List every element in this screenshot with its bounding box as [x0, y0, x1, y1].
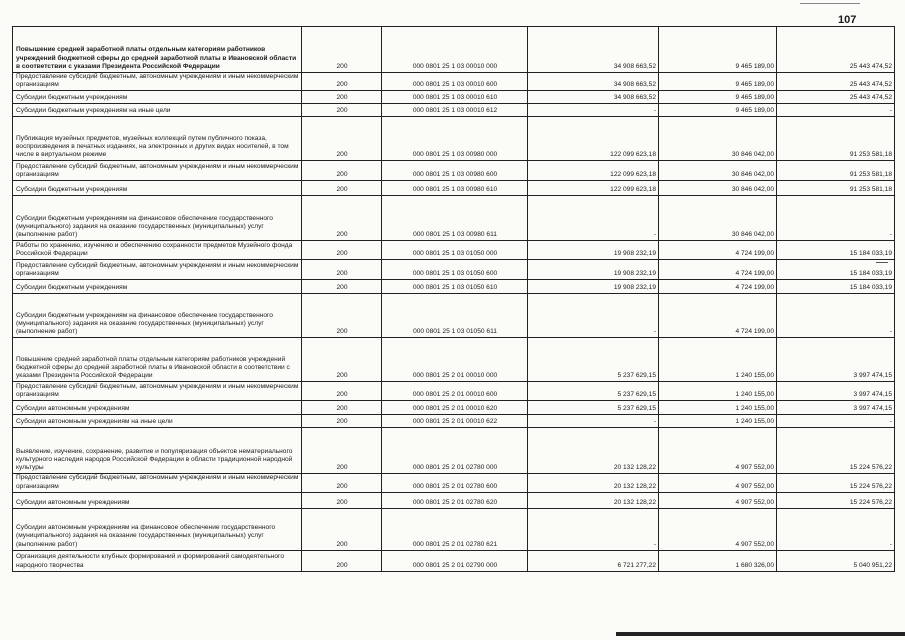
- row-executed-amount-cell: 1 240 155,00: [659, 401, 777, 415]
- row-target-code-cell: 000 0801 25 1 03 01050 610: [382, 280, 528, 294]
- row-approved-amount-cell: 34 908 663,52: [528, 73, 659, 91]
- table-row: [13, 27, 895, 73]
- table-row: [13, 241, 895, 260]
- row-code-cell: 200: [302, 181, 382, 196]
- row-name-cell: Субсидии бюджетным учреждениям: [13, 280, 302, 294]
- row-remainder-amount-cell: 25 443 474,52: [777, 91, 895, 104]
- row-name-cell: Работы по хранению, изучению и обеспечению сохранности предметов Музейного фонда Российской Федерации: [13, 241, 302, 260]
- row-executed-amount-cell: 4 907 552,00: [659, 508, 777, 550]
- row-name-cell: Предоставление субсидий бюджетным, автономным учреждениям и иным некоммерческим организациям: [13, 474, 302, 492]
- row-target-code-cell: 000 0801 25 2 01 02780 600: [382, 474, 528, 492]
- row-code-cell: 200: [302, 382, 382, 401]
- row-name-cell: Субсидии бюджетным учреждениям на финансовое обеспечение государственного (муниципального) задания на оказание государственных (муниципальных) услуг (выполнение работ): [13, 294, 302, 338]
- row-executed-amount-cell: 4 724 199,00: [659, 260, 777, 280]
- row-executed-amount-cell: 4 724 199,00: [659, 280, 777, 294]
- row-name-cell: Субсидии бюджетным учреждениям на иные цели: [13, 104, 302, 117]
- row-approved-amount-cell: -: [528, 508, 659, 550]
- table-row: [13, 428, 895, 474]
- row-target-code-cell: 000 0801 25 1 03 00980 611: [382, 196, 528, 241]
- row-target-code-cell: 000 0801 25 2 01 00010 622: [382, 415, 528, 428]
- row-remainder-amount-cell: 15 224 576,22: [777, 428, 895, 474]
- row-executed-amount-cell: 1 240 155,00: [659, 382, 777, 401]
- budget-table-body: [13, 27, 895, 572]
- row-name-cell: Предоставление субсидий бюджетным, автономным учреждениям и иным некоммерческим организациям: [13, 382, 302, 401]
- row-code-cell: 200: [302, 91, 382, 104]
- row-approved-amount-cell: 19 908 232,19: [528, 260, 659, 280]
- table-row: [13, 161, 895, 181]
- row-name-cell: Организация деятельности клубных формирований и формирований самодеятельного народного творчества: [13, 550, 302, 571]
- row-code-cell: 200: [302, 196, 382, 241]
- row-code-cell: 200: [302, 161, 382, 181]
- row-name-cell: Предоставление субсидий бюджетным, автономным учреждениям и иным некоммерческим организациям: [13, 260, 302, 280]
- table-row: [13, 492, 895, 508]
- row-approved-amount-cell: 20 132 128,22: [528, 492, 659, 508]
- table-row: [13, 91, 895, 104]
- row-remainder-amount-cell: 5 040 951,22: [777, 550, 895, 571]
- row-remainder-amount-cell: 15 184 033,19: [777, 241, 895, 260]
- table-row: [13, 415, 895, 428]
- row-approved-amount-cell: -: [528, 294, 659, 338]
- row-code-cell: 200: [302, 260, 382, 280]
- row-code-cell: 200: [302, 27, 382, 73]
- row-approved-amount-cell: 34 908 663,52: [528, 91, 659, 104]
- row-code-cell: 200: [302, 508, 382, 550]
- row-remainder-amount-cell: 15 184 033,19: [777, 280, 895, 294]
- row-remainder-amount-cell: 25 443 474,52: [777, 27, 895, 73]
- row-remainder-amount-cell: 3 997 474,15: [777, 382, 895, 401]
- row-target-code-cell: 000 0801 25 1 03 00980 610: [382, 181, 528, 196]
- table-row: [13, 401, 895, 415]
- row-target-code-cell: 000 0801 25 2 01 02780 621: [382, 508, 528, 550]
- row-code-cell: 200: [302, 550, 382, 571]
- row-approved-amount-cell: 122 099 623,18: [528, 161, 659, 181]
- row-executed-amount-cell: 4 724 199,00: [659, 241, 777, 260]
- row-remainder-amount-cell: 15 224 576,22: [777, 492, 895, 508]
- row-approved-amount-cell: 122 099 623,18: [528, 117, 659, 161]
- row-approved-amount-cell: 5 237 629,15: [528, 401, 659, 415]
- row-target-code-cell: 000 0801 25 2 01 02780 620: [382, 492, 528, 508]
- row-approved-amount-cell: 6 721 277,22: [528, 550, 659, 571]
- row-code-cell: 200: [302, 474, 382, 492]
- page-number: 107: [838, 14, 857, 26]
- row-remainder-amount-cell: -: [777, 415, 895, 428]
- row-remainder-amount-cell: -: [777, 508, 895, 550]
- row-name-cell: Выявление, изучение, сохранение, развитие и популяризация объектов нематериального культурного наследия народов Российской Федерации в области традиционной народной культуры: [13, 428, 302, 474]
- row-executed-amount-cell: 4 907 552,00: [659, 428, 777, 474]
- row-approved-amount-cell: 34 908 663,52: [528, 27, 659, 73]
- row-executed-amount-cell: 4 724 199,00: [659, 294, 777, 338]
- row-name-cell: Субсидии автономным учреждениям на финансовое обеспечение государственного (муниципального) задания на оказание государственных (муниципальных) услуг (выполнение работ): [13, 508, 302, 550]
- row-name-cell: Повышение средней заработной платы отдельным категориям работников учреждений бюджетной сферы до средней заработной платы в Ивановской области в соответствии с указами Президента Российской Федерации: [13, 27, 302, 73]
- row-approved-amount-cell: 5 237 629,15: [528, 382, 659, 401]
- row-executed-amount-cell: 9 465 189,00: [659, 104, 777, 117]
- row-executed-amount-cell: 30 846 042,00: [659, 196, 777, 241]
- row-target-code-cell: 000 0801 25 1 03 01050 611: [382, 294, 528, 338]
- row-remainder-amount-cell: 91 253 581,18: [777, 117, 895, 161]
- row-target-code-cell: 000 0801 25 1 03 00010 000: [382, 27, 528, 73]
- scan-mark-right: [876, 262, 888, 263]
- row-name-cell: Публикация музейных предметов, музейных коллекций путем публичного показа, воспроизведения в печатных изданиях, на электронных и других видах носителей, в том числе в виртуальном режиме: [13, 117, 302, 161]
- row-code-cell: 200: [302, 428, 382, 474]
- row-approved-amount-cell: 19 908 232,19: [528, 280, 659, 294]
- table-row: [13, 474, 895, 492]
- row-remainder-amount-cell: 15 184 033,19: [777, 260, 895, 280]
- row-name-cell: Предоставление субсидий бюджетным, автономным учреждениям и иным некоммерческим организациям: [13, 73, 302, 91]
- row-target-code-cell: 000 0801 25 2 01 02790 000: [382, 550, 528, 571]
- row-approved-amount-cell: 122 099 623,18: [528, 181, 659, 196]
- table-row: [13, 338, 895, 382]
- row-target-code-cell: 000 0801 25 1 03 00980 600: [382, 161, 528, 181]
- row-code-cell: 200: [302, 280, 382, 294]
- row-name-cell: Субсидии бюджетным учреждениям: [13, 181, 302, 196]
- table-row: [13, 196, 895, 241]
- row-target-code-cell: 000 0801 25 1 03 00980 000: [382, 117, 528, 161]
- row-target-code-cell: 000 0801 25 1 03 01050 000: [382, 241, 528, 260]
- row-code-cell: 200: [302, 338, 382, 382]
- row-name-cell: Повышение средней заработной платы отдельным категориям работников учреждений бюджетной сферы до средней заработной платы в Ивановской области в соответствии с указами Президента Российской Федерации: [13, 338, 302, 382]
- row-name-cell: Предоставление субсидий бюджетным, автономным учреждениям и иным некоммерческим организациям: [13, 161, 302, 181]
- row-target-code-cell: 000 0801 25 2 01 00010 000: [382, 338, 528, 382]
- row-code-cell: 200: [302, 104, 382, 117]
- row-approved-amount-cell: -: [528, 196, 659, 241]
- row-target-code-cell: 000 0801 25 1 03 00010 610: [382, 91, 528, 104]
- row-executed-amount-cell: 9 465 189,00: [659, 73, 777, 91]
- row-remainder-amount-cell: -: [777, 196, 895, 241]
- row-target-code-cell: 000 0801 25 2 01 00010 620: [382, 401, 528, 415]
- row-remainder-amount-cell: 15 224 576,22: [777, 474, 895, 492]
- row-remainder-amount-cell: -: [777, 104, 895, 117]
- row-name-cell: Субсидии бюджетным учреждениям: [13, 91, 302, 104]
- budget-table: [12, 26, 895, 572]
- row-name-cell: Субсидии автономным учреждениям: [13, 401, 302, 415]
- scan-line-bottom: [616, 632, 905, 636]
- table-row: [13, 260, 895, 280]
- row-approved-amount-cell: 20 132 128,22: [528, 428, 659, 474]
- row-remainder-amount-cell: 3 997 474,15: [777, 338, 895, 382]
- row-code-cell: 200: [302, 401, 382, 415]
- row-code-cell: 200: [302, 415, 382, 428]
- row-remainder-amount-cell: 3 997 474,15: [777, 401, 895, 415]
- row-target-code-cell: 000 0801 25 1 03 01050 600: [382, 260, 528, 280]
- row-executed-amount-cell: 30 846 042,00: [659, 117, 777, 161]
- row-approved-amount-cell: 5 237 629,15: [528, 338, 659, 382]
- table-row: [13, 382, 895, 401]
- row-code-cell: 200: [302, 241, 382, 260]
- table-row: [13, 104, 895, 117]
- row-code-cell: 200: [302, 294, 382, 338]
- table-row: [13, 181, 895, 196]
- table-row: [13, 294, 895, 338]
- row-code-cell: 200: [302, 492, 382, 508]
- row-executed-amount-cell: 4 907 552,00: [659, 474, 777, 492]
- scan-line-top: [800, 3, 860, 4]
- row-name-cell: Субсидии бюджетным учреждениям на финансовое обеспечение государственного (муниципального) задания на оказание государственных (муниципальных) услуг (выполнение работ): [13, 196, 302, 241]
- row-name-cell: Субсидии автономным учреждениям: [13, 492, 302, 508]
- row-target-code-cell: 000 0801 25 1 03 00010 600: [382, 73, 528, 91]
- row-approved-amount-cell: 20 132 128,22: [528, 474, 659, 492]
- row-approved-amount-cell: -: [528, 104, 659, 117]
- row-approved-amount-cell: -: [528, 415, 659, 428]
- table-row: [13, 508, 895, 550]
- row-executed-amount-cell: 1 240 155,00: [659, 338, 777, 382]
- row-approved-amount-cell: 19 908 232,19: [528, 241, 659, 260]
- table-row: [13, 550, 895, 571]
- row-target-code-cell: 000 0801 25 2 01 02780 000: [382, 428, 528, 474]
- row-remainder-amount-cell: 91 253 581,18: [777, 161, 895, 181]
- row-name-cell: Субсидии автономным учреждениям на иные цели: [13, 415, 302, 428]
- row-executed-amount-cell: 9 465 189,00: [659, 27, 777, 73]
- row-remainder-amount-cell: 25 443 474,52: [777, 73, 895, 91]
- row-remainder-amount-cell: -: [777, 294, 895, 338]
- table-row: [13, 117, 895, 161]
- row-code-cell: 200: [302, 73, 382, 91]
- row-code-cell: 200: [302, 117, 382, 161]
- row-executed-amount-cell: 4 907 552,00: [659, 492, 777, 508]
- row-target-code-cell: 000 0801 25 1 03 00010 612: [382, 104, 528, 117]
- row-executed-amount-cell: 1 680 326,00: [659, 550, 777, 571]
- row-executed-amount-cell: 30 846 042,00: [659, 161, 777, 181]
- row-executed-amount-cell: 9 465 189,00: [659, 91, 777, 104]
- table-row: [13, 280, 895, 294]
- row-executed-amount-cell: 30 846 042,00: [659, 181, 777, 196]
- table-row: [13, 73, 895, 91]
- row-target-code-cell: 000 0801 25 2 01 00010 600: [382, 382, 528, 401]
- row-executed-amount-cell: 1 240 155,00: [659, 415, 777, 428]
- row-remainder-amount-cell: 91 253 581,18: [777, 181, 895, 196]
